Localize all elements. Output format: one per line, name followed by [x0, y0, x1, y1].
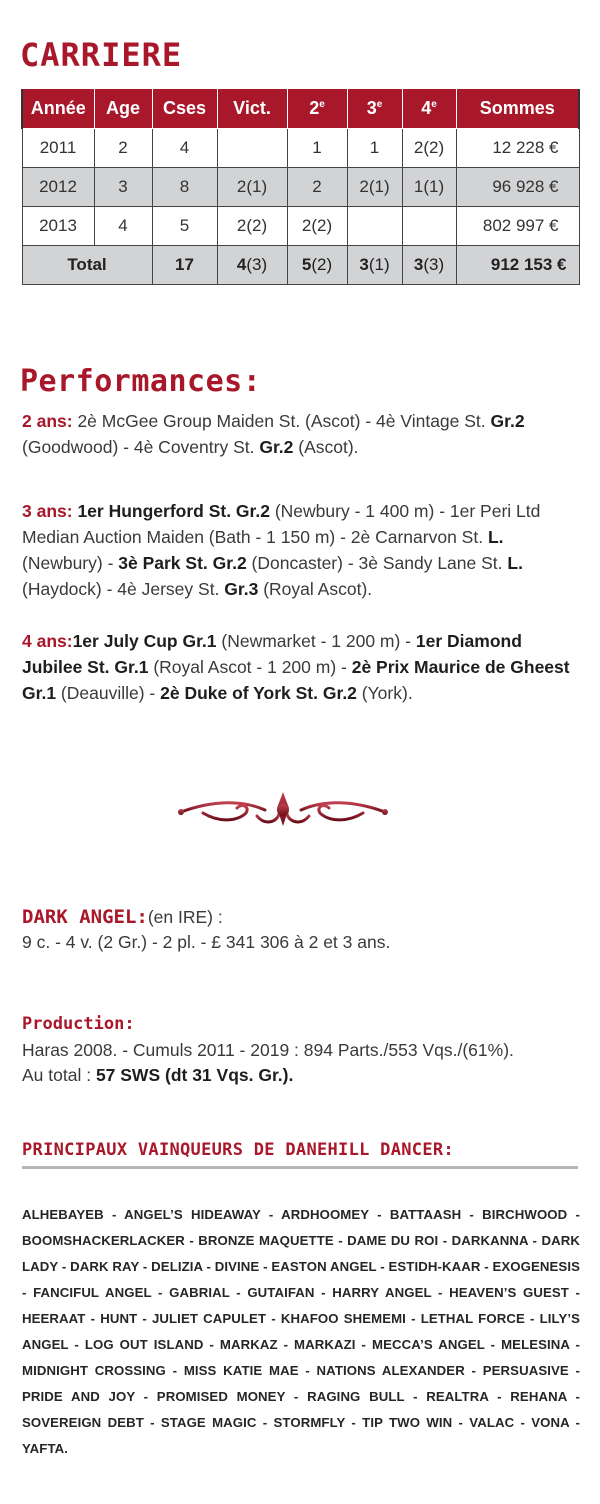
table-row: [22, 207, 579, 246]
cell-second: 1: [287, 129, 347, 168]
perf-2-ans: 2 ans: 2è McGee Group Maiden St. (Ascot) - 4è Vintage St. Gr.2 (Goodwood) - 4è Coventry St. Gr.2 (Ascot).: [22, 411, 525, 457]
production-line1: Haras 2008. - Cumuls 2011 - 2019 : 894 Parts./553 Vqs./(61%).: [22, 1040, 514, 1060]
cell-sommes: 12 228 €: [456, 129, 579, 168]
header-second: 2e: [287, 89, 347, 129]
flourish-ornament-icon: [173, 786, 393, 836]
total-second: 5(2): [287, 246, 347, 285]
cell-cses: 4: [152, 129, 217, 168]
production-title: Production:: [22, 1014, 135, 1034]
total-fourth: 3(3): [402, 246, 456, 285]
cell-annee: 2013: [22, 207, 94, 246]
cell-third: 2(1): [347, 168, 402, 207]
table-row: [22, 168, 579, 207]
header-fourth: 4e: [402, 89, 456, 129]
career-header-row: [22, 89, 579, 129]
sire-record: 9 c. - 4 v. (2 Gr.) - 2 pl. - £ 341 306 à 2 et 3 ans.: [22, 932, 391, 952]
cell-vict: [217, 129, 287, 168]
cell-annee: 2012: [22, 168, 94, 207]
total-cses: 17: [152, 246, 217, 285]
production-line2: Au total : 57 SWS (dt 31 Vqs. Gr.).: [22, 1065, 294, 1085]
career-title: CARRIERE: [20, 36, 183, 74]
cell-fourth: [402, 207, 456, 246]
sire-heading: [22, 906, 223, 928]
header-age: Age: [94, 89, 152, 129]
cell-sommes: 96 928 €: [456, 168, 579, 207]
winners-title: PRINCIPAUX VAINQUEURS DE DANEHILL DANCER:: [22, 1140, 454, 1160]
cell-cses: 8: [152, 168, 217, 207]
cell-age: 2: [94, 129, 152, 168]
cell-fourth: 2(2): [402, 129, 456, 168]
header-sommes: Sommes: [456, 89, 579, 129]
total-sommes: 912 153 €: [456, 246, 579, 285]
cell-cses: 5: [152, 207, 217, 246]
header-third: 3e: [347, 89, 402, 129]
header-annee: Année: [22, 89, 94, 129]
cell-second: 2: [287, 168, 347, 207]
performances-title: Performances:: [20, 364, 262, 399]
cell-fourth: 1(1): [402, 168, 456, 207]
sire-origin: (en IRE) :: [147, 907, 223, 927]
sire-name: DARK ANGEL:: [22, 906, 148, 928]
cell-third: 1: [347, 129, 402, 168]
header-vict: Vict.: [217, 89, 287, 129]
cell-age: 4: [94, 207, 152, 246]
total-vict: 4(3): [217, 246, 287, 285]
total-label: Total: [22, 246, 152, 285]
table-row: [22, 129, 579, 168]
cell-second: 2(2): [287, 207, 347, 246]
perf-4-ans: 4 ans:1er July Cup Gr.1 (Newmarket - 1 200 m) - 1er Diamond Jubilee St. Gr.1 (Royal Ascot - 1 200 m) - 2è Prix Maurice de Gheest Gr.1 (Deauville) - 2è Duke of York St. Gr.2 (York).: [22, 631, 570, 703]
perf-3-ans: 3 ans: 1er Hungerford St. Gr.2 (Newbury - 1 400 m) - 1er Peri Ltd Median Auction Maiden (Bath - 1 150 m) - 2è Carnarvon St. L. (Newbury) - 3è Park St. Gr.2 (Doncaster) - 3è Sandy Lane St. L. (Haydock) - 4è Jersey St. Gr.3 (Royal Ascot).: [22, 501, 541, 599]
header-cses: Cses: [152, 89, 217, 129]
total-third: 3(1): [347, 246, 402, 285]
perf-3-ans-label: 3 ans:: [22, 501, 73, 521]
perf-4-ans-label: 4 ans:: [22, 631, 73, 651]
cell-vict: 2(2): [217, 207, 287, 246]
winners-list: ALHEBAYEB - ANGEL’S HIDEAWAY - ARDHOOMEY - BATTAASH - BIRCHWOOD - BOOMSHACKERLACKER - BRONZE MAQUETTE - DAME DU ROI - DARKANNA - DARK LADY - DARK RAY - DELIZIA - DIVINE - EASTON ANGEL - ESTIDH-KAAR - EXOGENESIS - FANCIFUL ANGEL - GABRIAL - GUTAIFAN - HARRY ANGEL - HEAVEN’S GUEST - HEERAAT - HUNT - JULIET CAPULET - KHAFOO SHEMEMI - LETHAL FORCE - LILY’S ANGEL - LOG OUT ISLAND - MARKAZ - MARKAZI - MECCA’S ANGEL - MELESINA - MIDNIGHT CROSSING - MISS KATIE MAE - NATIONS ALEXANDER - PERSUASIVE - PRIDE AND JOY - PROMISED MONEY - RAGING BULL - REALTRA - REHANA - SOVEREIGN DEBT - STAGE MAGIC - STORMFLY - TIP TWO WIN - VALAC - VONA - YAFTA.: [22, 1207, 580, 1456]
winners-divider: [22, 1166, 578, 1169]
cell-sommes: 802 997 €: [456, 207, 579, 246]
cell-third: [347, 207, 402, 246]
career-table: [21, 89, 580, 285]
cell-age: 3: [94, 168, 152, 207]
total-row: [22, 246, 579, 285]
cell-vict: 2(1): [217, 168, 287, 207]
cell-annee: 2011: [22, 129, 94, 168]
perf-2-ans-label: 2 ans:: [22, 411, 73, 431]
